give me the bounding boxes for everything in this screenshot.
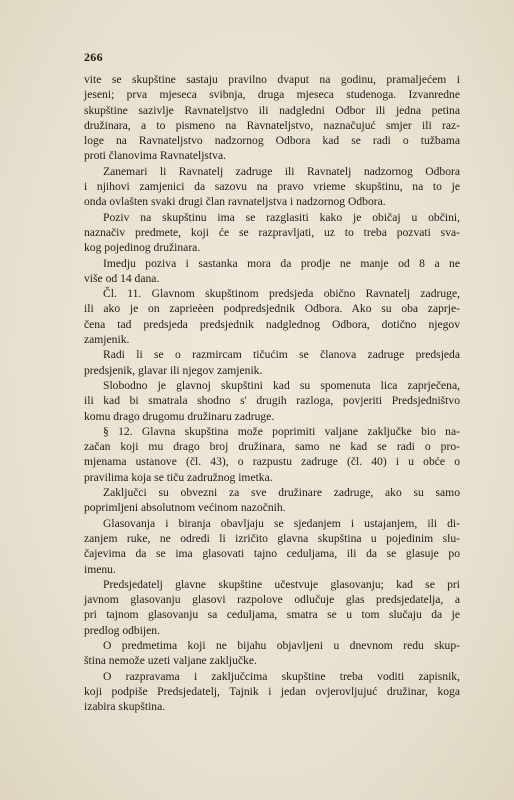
- text-line: pri tajnom glasovanju sa ceduljama, smatra se u tom slučaju da je: [84, 608, 460, 622]
- text-line: predlog odbijen.: [84, 623, 160, 637]
- text-line: i njihovi zamjenici da sazovu na pravo vrieme skupštinu, na to je: [84, 180, 460, 194]
- text-line: javnom glasovanju glasovi razpolove odlučuje glas predsjedatelja, a: [84, 593, 460, 607]
- paragraph: [84, 485, 460, 516]
- text-line: kog pojedinog družinara.: [84, 241, 201, 255]
- paragraph: [84, 638, 460, 669]
- text-line: O razpravama i zaključcima skupštine treba voditi zapisnik,: [103, 669, 460, 683]
- text-line: Slobodno je glavnoj skupštini kad su spomenuta lica zaprječena,: [103, 378, 460, 392]
- text-line: naznačiv predmete, koji će se razpravljati, uz to treba pozvati sva-: [84, 225, 460, 239]
- text-line: ili ako je on zaprieèen podpredsjednik Odbora. Ako su oba zaprje-: [84, 302, 460, 316]
- paragraph: [84, 210, 460, 256]
- paragraph: [84, 378, 460, 424]
- text-line: O predmetima koji ne bijahu objavljeni u dnevnom redu skup-: [103, 638, 460, 652]
- text-line: § 12. Glavna skupština može poprimiti valjane zaključke bio na-: [103, 424, 460, 438]
- text-line: Predsjedatelj glavne skupštine učestvuje glasovanju; kad se pri: [103, 577, 460, 591]
- body-text: [84, 72, 460, 714]
- paragraph: [84, 72, 460, 164]
- paragraph: [84, 516, 460, 577]
- text-line: loge na Ravnateljstvo nadzornog Odbora kad se radi o tužbama: [84, 134, 460, 148]
- text-line: Glasovanja i biranja obavljaju se sjedanjem i ustajanjem, ili di-: [103, 516, 460, 530]
- text-line: onda ovlašten svaki drugi član ravnateljstva i nadzornog Odbora.: [84, 195, 386, 209]
- paragraph: [84, 256, 460, 287]
- paragraph: [84, 577, 460, 638]
- text-line: Čl. 11. Glavnom skupštinom predsjeda obično Ravnatelj zadruge,: [103, 287, 460, 301]
- text-line: izabira skupština.: [84, 700, 166, 714]
- paragraph: [84, 164, 460, 210]
- text-line: više od 14 dana.: [84, 271, 160, 285]
- text-line: imenu.: [84, 562, 116, 576]
- text-line: Zaključci su obvezni za sve družinare zadruge, ako su samo: [103, 486, 460, 500]
- text-line: proti članovima Ravnateljstva.: [84, 149, 226, 163]
- text-line: zanjem ruke, ne odredi li izričito glavna skupština u pojedinim slu-: [84, 531, 460, 545]
- text-line: čajevima da se ima glasovati tajno ceduljama, ili da se glasuje po: [84, 547, 460, 561]
- text-line: Zanemari li Ravnatelj zadruge ili Ravnatelj nadzornog Odbora: [103, 164, 460, 178]
- paragraph: [84, 669, 460, 715]
- text-line: vite se skupštine sastaju pravilno dvaput na godinu, pramaljećem i: [84, 73, 460, 86]
- text-line: družinara, a to pismeno na Ravnateljstvo, naznačujuć smjer ili raz-: [84, 118, 460, 132]
- page-number: 266: [84, 50, 103, 64]
- text-line: pravilima koja se tiču zadružnog imetka.: [84, 470, 273, 484]
- text-line: Poziv na skupštinu ima se razglasiti kako je običaj u občini,: [103, 210, 460, 224]
- text-line: jeseni; prva mjeseca svibnja, druga mjeseca studenoga. Izvanredne: [84, 88, 460, 102]
- text-line: Imedju poziva i sastanka mora da prodje ne manje od 8 a ne: [103, 256, 460, 270]
- paragraph: [84, 347, 460, 378]
- text-line: ština nemože uzeti valjane zaključke.: [84, 654, 257, 668]
- text-line: ili kad bi smatrala shodno s' drugih razloga, povjeriti Predsjedništvo: [84, 394, 460, 408]
- text-line: poprimljeni absolutnom većinom nazočnih.: [84, 501, 286, 515]
- paragraph: [84, 424, 460, 485]
- text-line: čena tad predsjeda predsjednik nadglednog Odbora, dotično njegov: [84, 317, 460, 331]
- text-line: komu drago drugomu družinaru zadruge.: [84, 409, 275, 423]
- text-line: predsjenik, glavar ili njegov zamjenik.: [84, 363, 263, 377]
- text-line: zamjenik.: [84, 333, 130, 347]
- text-line: skupštine sazivlje Ravnateljstvo ili nadgledni Odbor ili jedna petina: [84, 103, 460, 117]
- text-line: mjenama ustanove (čl. 43), o razpustu zadruge (čl. 40) i u obće o: [84, 455, 460, 469]
- paragraph: [84, 286, 460, 347]
- text-line: začan koji mu drago broj družinara, samo ne kad se radi o pro-: [84, 440, 460, 454]
- text-line: Radi li se o razmircam tičućim se članova zadruge predsjeda: [103, 348, 460, 362]
- text-line: koji podpiše Predsjedatelj, Tajnik i jedan ovjerovljujuć družinar, koga: [84, 684, 460, 698]
